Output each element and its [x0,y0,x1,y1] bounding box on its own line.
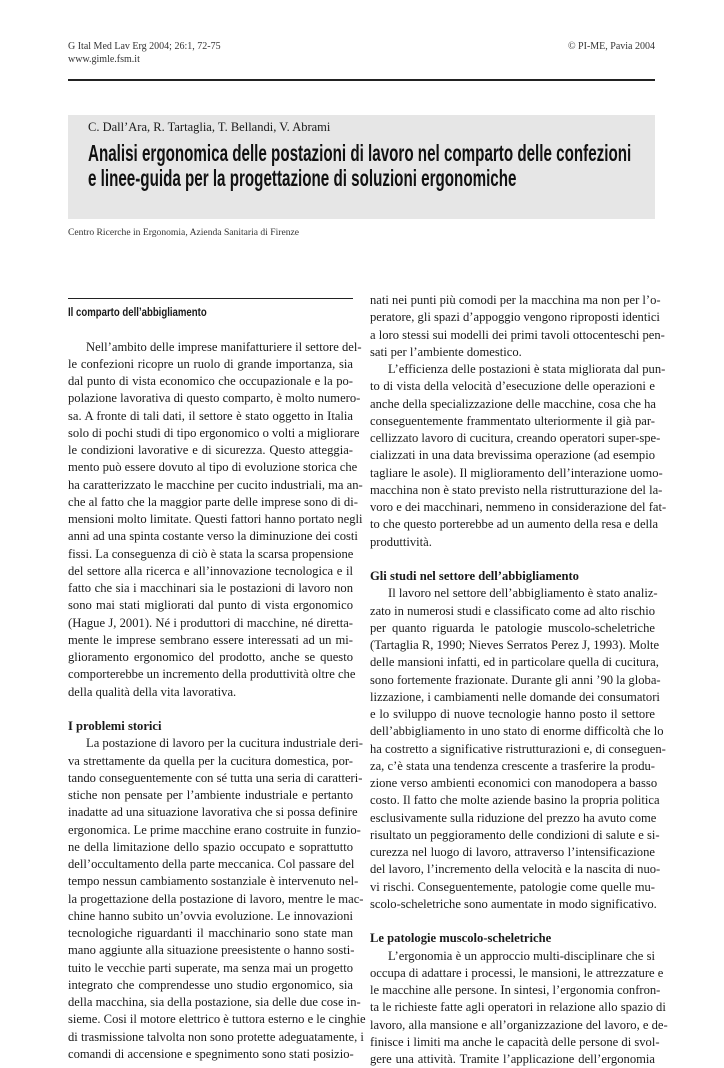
text-line: glioramento ergonomico del prodotto, anche se questo [68,649,353,666]
section-heading: I problemi storici [68,718,353,735]
left-column [68,304,353,1063]
text-line: macchina non è stato previsto nella ristrutturazione del la- [370,482,655,499]
text-line: to di vista della velocità d’esecuzione delle operazioni e [370,378,655,395]
paragraph [370,292,655,361]
text-line: sono mai stati migliorati dal punto di vista ergonomico [68,597,353,614]
journal-website: www.gimle.fsm.it [68,53,140,66]
section-heading: Il comparto dell’abbigliamento [68,304,296,321]
text-line: mente le imprese sembrano essere interessati ad un mi- [68,632,353,649]
affiliation: Centro Ricerche in Ergonomia, Azienda Sanitaria di Firenze [68,227,299,238]
authors: C. Dall’Ara, R. Tartaglia, T. Bellandi, V. Abrami [88,120,330,135]
text-line: zione verso ambienti economici con manodopera a basso [370,775,655,792]
text-line: sa. A fronte di tali dati, il settore è stato oggetto in Italia [68,408,353,425]
text-line: ha caratterizzato le macchine per cucito industriali, ma an- [68,477,353,494]
text-line: Nell’ambito delle imprese manifatturiere il settore del- [68,339,353,356]
text-line: (Tartaglia R, 1990; Nieves Serratos Perez J, 1993). Molte [370,637,655,654]
title-line-2: e linee-guida per la progettazione di soluzioni ergonomiche [88,166,631,191]
text-line: inadatte ad una situazione lavorativa che si possa definire [68,804,353,821]
text-line: del lavoro, l’incremento della velocità e la nascita di nuo- [370,861,655,878]
text-line: voro e dei macchinari, nemmeno in considerazione del fat- [370,499,655,516]
text-line: ta le richieste fatte agli operatori in relazione allo spazio di [370,999,655,1016]
text-line: risultato un peggioramento delle condizioni di salute e si- [370,827,655,844]
title-line-1: Analisi ergonomica delle postazioni di lavoro nel comparto delle confezioni [88,141,631,166]
column-rule [68,298,353,299]
text-line: della macchina, sia della postazione, sia delle due cose in- [68,994,353,1011]
header-rule [68,79,655,81]
text-line: sono fortemente frazionate. Durante gli anni ’90 la globa- [370,672,655,689]
paragraph [68,339,353,701]
journal-citation: G Ital Med Lav Erg 2004; 26:1, 72-75 [68,40,221,53]
text-line: conseguentemente frammentato ulteriormente il già par- [370,413,655,430]
text-line: comandi di accensione e spegnimento sono stati posizio- [68,1046,353,1063]
text-line: dell’abbigliamento in uno stato di enorme difficoltà che lo [370,723,655,740]
text-line: polazione lavorativa di questo comparto, è molto numero- [68,390,353,407]
text-line: della qualità della vita lavorativa. [68,684,353,701]
text-line: tecnologiche riguardanti il macchinario sono state man [68,925,353,942]
article-title [88,141,631,191]
text-line: tando conseguentemente con sé tutta una seria di caratteri- [68,770,353,787]
text-line: za, c’è stata una tendenza crescente a trasferire la produ- [370,758,655,775]
text-line: tempo nessun cambiamento sostanziale è intervenuto nel- [68,873,353,890]
text-line: dell’occultamento della parte meccanica. Col passare del [68,856,353,873]
text-line: e lo sviluppo di nuove tecnologie hanno posto il settore [370,706,655,723]
text-line: peratore, gli spazi d’appoggio vengono riproposti identici [370,309,655,326]
text-line: stiche non pensate per l’ambiente industriale e pertanto [68,787,353,804]
text-line: produttività. [370,534,655,551]
text-line: chine hanno subito un’ovvia evoluzione. Le innovazioni [68,908,353,925]
text-line: anni ad una spinta costante verso la diminuzione dei costi [68,528,353,545]
text-line: costo. Il fatto che molte aziende basino la propria politica [370,792,655,809]
text-line: L’efficienza delle postazioni è stata migliorata dal pun- [370,361,655,378]
text-line: tuito le vecchie parti superate, ma senza mai un progetto [68,960,353,977]
text-line: cializzati in una data brevissima operazione (ad esempio [370,447,655,464]
text-line: tagliare le asole). Il miglioramento dell’interazione uomo- [370,465,655,482]
text-line: scolo-scheletriche sono aumentate in modo significativo. [370,896,655,913]
text-line: mensioni molto limitate. Questi fattori hanno portato negli [68,511,353,528]
text-line: L’ergonomia è un approccio multi-disciplinare che si [370,948,655,965]
text-line: sieme. Cosi il motore elettrico è tuttora esterno e le cinghie [68,1011,353,1028]
text-line: la progettazione della postazione di lavoro, mentre le mac- [68,891,353,908]
text-line: comporterebbe un incremento della produttività oltre che [68,666,353,683]
text-line: finisce i limiti ma anche le capacità delle persone di svol- [370,1034,655,1051]
section-heading: Le patologie muscolo-scheletriche [370,930,655,947]
text-line: a loro stessi sui modelli dei primi tavoli ottocenteschi pen- [370,327,655,344]
text-line: (Hague J, 2001). Né i produttori di macchine, né diretta- [68,615,353,632]
text-line: nati nei punti più comodi per la macchina ma non per l’o- [370,292,655,309]
text-line: fissi. La conseguenza di ciò è stata la scarsa propensione [68,546,353,563]
paragraph [370,948,655,1068]
text-line: di trasmissione talvolta non sono protette adeguatamente, i [68,1029,353,1046]
text-line: sati per l’ambiente domestico. [370,344,655,361]
text-line: gere una attività. Tramite l’applicazione dell’ergonomia [370,1051,655,1068]
section-heading: Gli studi nel settore dell’abbigliamento [370,568,655,585]
text-line: per quanto riguarda le patologie muscolo-scheletriche [370,620,655,637]
text-line: del settore alla ricerca e all’innovazione tecnologica e il [68,563,353,580]
text-line: to che questo porterebbe ad un aumento della resa e della [370,516,655,533]
text-line: integrato che comprendesse uno studio ergonomico, sia [68,977,353,994]
text-line: ergonomica. Le prime macchine erano costruite in funzio- [68,822,353,839]
text-line: anche della specializzazione delle macchine, cosa che ha [370,396,655,413]
text-line: solo di pochi studi di tipo ergonomico o volti a migliorare [68,425,353,442]
text-line: lavoro, alla mansione e all’organizzazione del lavoro, e de- [370,1017,655,1034]
text-line: occupa di adattare i processi, le mansioni, le attrezzature e [370,965,655,982]
text-line: curezza nel luogo di lavoro, attraverso l’intensificazione [370,844,655,861]
text-line: le macchine alle persone. In sintesi, l’ergonomia confron- [370,982,655,999]
text-line: mano aggiunte alla situazione preesistente o hanno sosti- [68,942,353,959]
text-line: La postazione di lavoro per la cucitura industriale deri- [68,735,353,752]
text-line: le confezioni ricopre un ruolo di grande importanza, sia [68,356,353,373]
text-line: zato in numerosi studi e classificato come ad alto rischio [370,603,655,620]
text-line: lizzazione, i cambiamenti nelle domande dei consumatori [370,689,655,706]
text-line: cellizzato lavoro di cucitura, creando operatori super-spe- [370,430,655,447]
text-line: mento può essere dovuto al tipo di evoluzione storica che [68,459,353,476]
text-line: dal punto di vista economico che occupazionale e la po- [68,373,353,390]
text-line: delle mansioni infatti, ed in particolare quella di cucitura, [370,654,655,671]
right-column [370,292,655,1068]
text-line: vi rischi. Conseguentemente, patologie come quelle mu- [370,879,655,896]
text-line: ha costretto a significative ristrutturazioni e, di conseguen- [370,741,655,758]
text-line: le condizioni lavorative e di sicurezza. Questo atteggia- [68,442,353,459]
paragraph [370,585,655,913]
copyright: © PI-ME, Pavia 2004 [568,40,655,53]
text-line: che al fatto che la maggior parte delle imprese sono di di- [68,494,353,511]
text-line: ne della limitazione dello spazio occupato e soprattutto [68,839,353,856]
text-line: Il lavoro nel settore dell’abbigliamento è stato analiz- [370,585,655,602]
text-line: esclusivamente sulla riduzione del prezzo ha avuto come [370,810,655,827]
paragraph [68,735,353,1063]
text-line: va strettamente da quella per la cucitura domestica, por- [68,753,353,770]
text-line: fatto che sia i macchinari sia le postazioni di lavoro non [68,580,353,597]
paragraph [370,361,655,551]
